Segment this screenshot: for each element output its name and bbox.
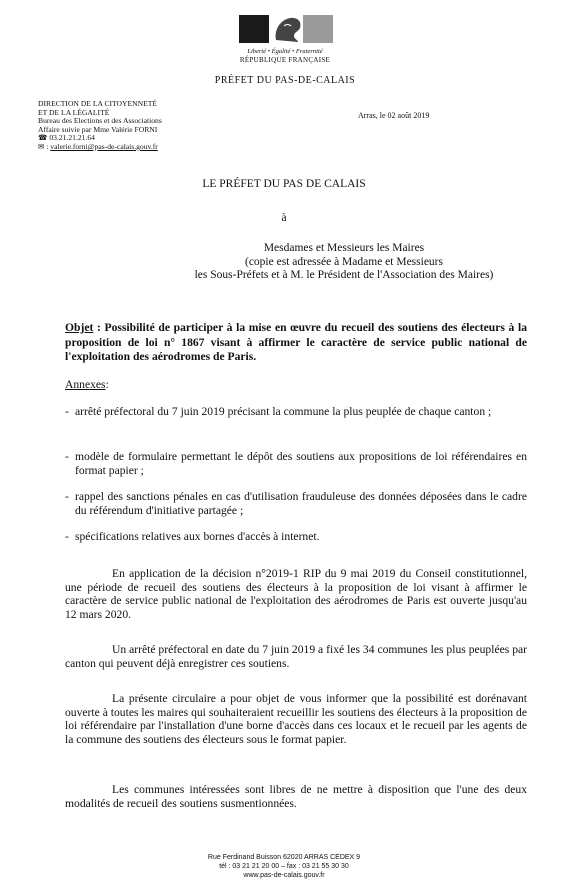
annex-text: modèle de formulaire permettant le dépôt des soutiens aux propositions de loi référendaires en format papier ;: [75, 450, 527, 477]
annexes-colon: :: [105, 378, 109, 391]
mail-icon: ✉: [38, 141, 45, 151]
annexes-label: Annexes: [65, 378, 106, 391]
annexes-heading: [65, 378, 109, 391]
letter-date: Arras, le 02 août 2019: [358, 111, 430, 120]
footer-address: Rue Ferdinand Buisson 62020 ARRAS CEDEX 9: [207, 854, 361, 861]
footer-website[interactable]: www.pas-de-calais.gouv.fr: [243, 872, 325, 879]
republic-motto: Liberté • Égalité • Fraternité: [247, 48, 323, 55]
recipient-line: (copie est adressée à Madame et Messieurs: [245, 255, 443, 268]
annex-item: - arrêté préfectoral du 7 juin 2019 précisant la commune la plus peuplée de chaque canton ;: [65, 405, 527, 419]
annex-item: - modèle de formulaire permettant le dépôt des soutiens aux propositions de loi référendaires en format papier ;: [65, 450, 527, 477]
republique-francaise: RÉPUBLIQUE FRANÇAISE: [239, 56, 331, 64]
annex-text: arrêté préfectoral du 7 juin 2019 précisant la commune la plus peuplée de chaque canton ;: [75, 405, 492, 418]
subject-text: : Possibilité de participer à la mise en œuvre du recueil des soutiens des électeurs à la proposition de loi n° 1867 visant à affirmer le caractère de service public national de l'exploitation des aérodromes de Paris.: [65, 321, 527, 363]
contact-person: Affaire suivie par Mme Valérie FORNI: [38, 124, 158, 134]
body-paragraph: Un arrêté préfectoral en date du 7 juin 2019 a fixé les 34 communes les plus peuplées par canton qui peuvent déjà enregistrer ces soutiens.: [65, 643, 527, 670]
to-word: à: [281, 212, 287, 224]
direction-block: [38, 100, 162, 152]
prefecture-title: PRÉFET DU PAS-DE-CALAIS: [214, 75, 356, 86]
recipient-line: les Sous-Préfets et à M. le Président de l'Association des Maires): [194, 269, 494, 281]
annex-text: spécifications relatives aux bornes d'accès à internet.: [75, 530, 320, 543]
direction-line: ET DE LA LÉGALITÉ: [38, 107, 110, 117]
footer: [0, 853, 568, 880]
recipient-block: [120, 242, 568, 283]
direction-line: DIRECTION DE LA CITOYENNETÉ: [38, 99, 158, 108]
annex-text: rappel des sanctions pénales en cas d'utilisation frauduleuse des données déposées dans le cadre du référendum d'initiative partagée ;: [75, 490, 527, 517]
email-link[interactable]: valerie.forni@pas-de-calais.gouv.fr: [50, 141, 158, 151]
subject-label: Objet: [65, 321, 94, 334]
footer-contact: tél : 03 21 21 20 00 – fax : 03 21 55 30 30: [219, 863, 349, 870]
annex-item: - rappel des sanctions pénales en cas d'utilisation frauduleuse des données déposées dans le cadre du référendum d'initiative partagée ;: [65, 490, 527, 517]
body-paragraph: Les communes intéressées sont libres de ne mettre à disposition que l'une des deux modalités de recueil des soutiens susmentionnées.: [65, 783, 527, 810]
phone-number: 03.21.21.21.64: [49, 133, 95, 143]
email-line: ✉ : valerie.forni@pas-de-calais.gouv.fr: [38, 141, 158, 151]
bureau-line: Bureau des Elections et des Associations: [38, 116, 162, 126]
sender-title: LE PRÉFET DU PAS DE CALAIS: [202, 178, 366, 190]
subject: [65, 321, 527, 365]
recipient-line: Mesdames et Messieurs les Maires: [263, 242, 425, 254]
phone-icon: ☎: [38, 133, 48, 143]
body-paragraph: La présente circulaire a pour objet de vous informer que la possibilité est dorénavant ouverte à toutes les maires qui souhaiteraient recueillir les soutiens des électeurs à la proposition de loi référendaire par l'installation d'une borne d'accès dans ces locaux et le recueil par les agents de la commune des soutiens des électeurs sous le format papier.: [65, 692, 527, 746]
body-paragraph: En application de la décision n°2019-1 RIP du 9 mai 2019 du Conseil constitutionnel, une période de recueil des soutiens des électeurs à la proposition de loi visant à affirmer le caractère de service public national de l'exploitation des aérodromes de Paris est ouverte jusqu'au 12 mars 2020.: [65, 567, 527, 621]
annex-item: - spécifications relatives aux bornes d'accès à internet.: [65, 530, 527, 544]
